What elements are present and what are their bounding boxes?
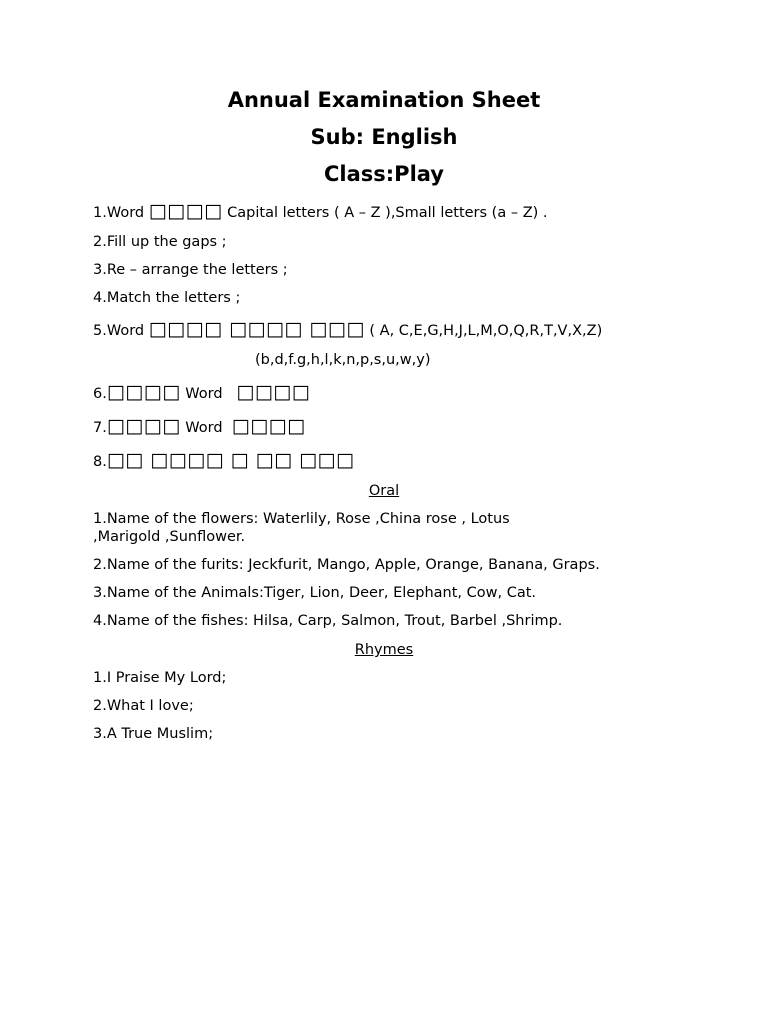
item-text: ( A, C,E,G,H,J,L,M,O,Q,R,T,V,X,Z) <box>369 323 603 339</box>
oral-item-3: 3.Name of the Animals:Tiger, Lion, Deer, Elephant, Cow, Cat. <box>93 585 537 601</box>
missing-glyphs: □□□□ <box>231 415 306 437</box>
item-number: 6. <box>93 386 107 402</box>
oral-item-2: 2.Name of the furits: Jeckfurit, Mango, Apple, Orange, Banana, Graps. <box>93 557 600 573</box>
written-item-1 <box>93 202 548 222</box>
written-item-5-continuation: (b,d,f.g,h,l,k,n,p,s,u,w,y) <box>255 352 431 368</box>
item-number: 1. <box>93 205 107 221</box>
rhyme-item-3: 3.A True Muslim; <box>93 726 214 742</box>
written-item-5 <box>93 320 602 340</box>
item-word: Word <box>185 386 223 402</box>
missing-glyphs: □□□□ □□□□ □□□ <box>148 318 365 340</box>
item-text: Capital letters ( A – Z ),Small letters (a – Z) . <box>227 205 548 221</box>
item-word: Word <box>106 323 145 339</box>
missing-glyphs: □□□□ <box>148 200 223 222</box>
document-title: Annual Examination Sheet <box>227 88 541 112</box>
missing-glyphs: □□□□ <box>236 381 311 403</box>
item-number: 5. <box>93 323 107 339</box>
missing-glyphs: □□□□ <box>106 381 181 403</box>
missing-glyphs: □□ □□□□ □ □□ □□□ <box>106 449 355 471</box>
written-item-8 <box>93 451 354 471</box>
rhyme-item-2: 2.What I love; <box>93 698 194 714</box>
rhymes-heading: Rhymes <box>354 642 414 658</box>
item-word: Word <box>106 205 145 221</box>
written-item-7 <box>93 417 306 437</box>
class-heading: Class:Play <box>324 162 444 186</box>
written-item-4: 4.Match the letters ; <box>93 290 241 306</box>
written-item-2: 2.Fill up the gaps ; <box>93 234 227 250</box>
item-word: Word <box>185 420 223 436</box>
item-number: 7. <box>93 420 107 436</box>
subject-heading: Sub: English <box>310 125 458 149</box>
oral-heading: Oral <box>368 483 400 499</box>
oral-item-1: 1.Name of the flowers: Waterlily, Rose ,China rose , Lotus ,Marigold ,Sunflower. <box>93 511 510 545</box>
oral-item-4: 4.Name of the fishes: Hilsa, Carp, Salmon, Trout, Barbel ,Shrimp. <box>93 613 563 629</box>
rhyme-item-1: 1.I Praise My Lord; <box>93 670 227 686</box>
written-item-6 <box>93 383 310 403</box>
item-number: 8. <box>93 454 107 470</box>
written-item-3: 3.Re – arrange the letters ; <box>93 262 288 278</box>
missing-glyphs: □□□□ <box>106 415 181 437</box>
